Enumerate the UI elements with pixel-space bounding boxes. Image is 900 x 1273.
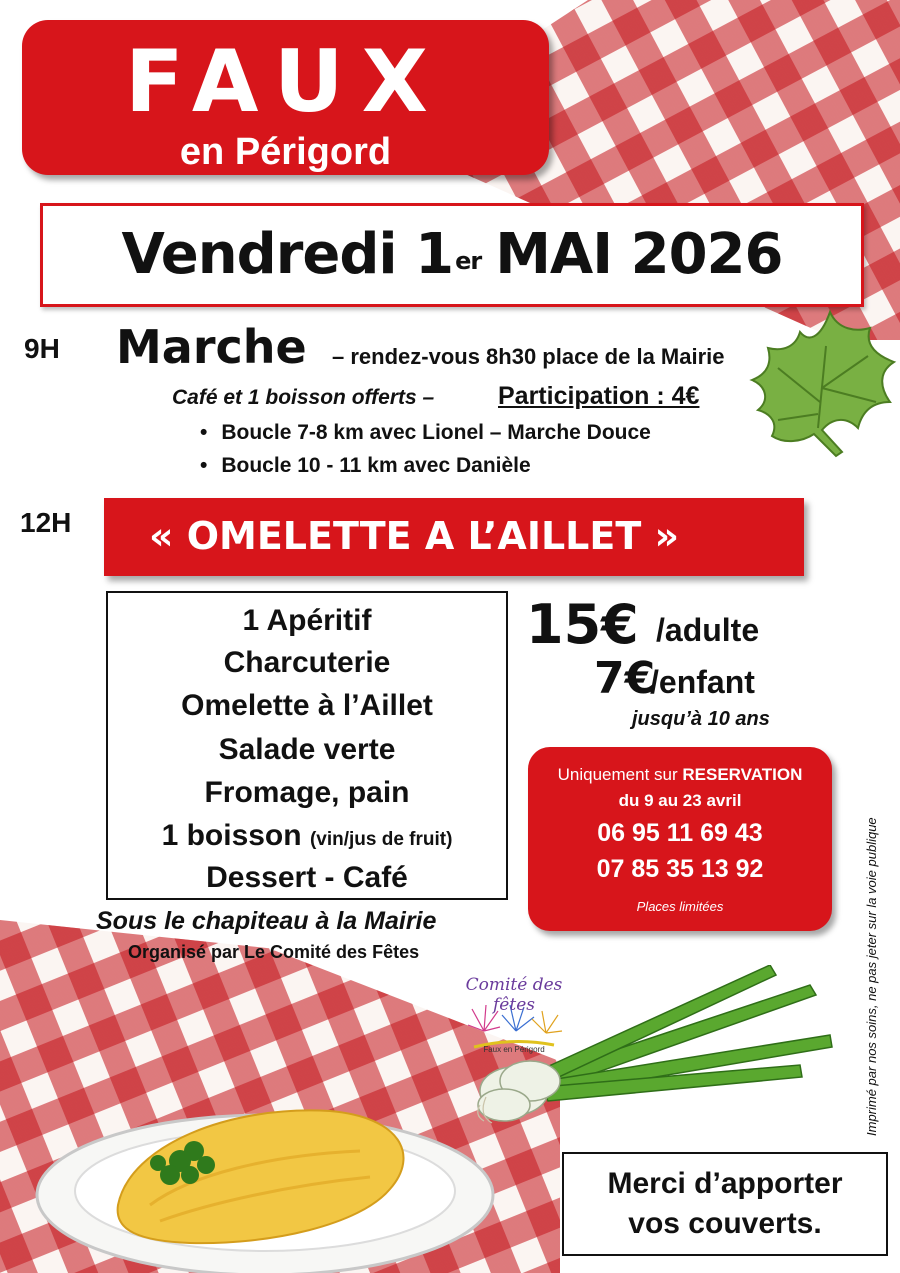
title-main: FAUX — [125, 32, 446, 132]
reservation-phone: 06 95 11 69 43 — [597, 819, 763, 847]
spring-onions-image — [470, 965, 850, 1125]
marche-offer: Café et 1 boisson offerts – — [172, 386, 435, 409]
reservation-line: Uniquement sur RESERVATION — [557, 765, 803, 784]
marche-rendezvous: – rendez-vous 8h30 place de la Mairie — [332, 344, 725, 369]
menu-item-drink: 1 boisson (vin/jus de fruit) — [161, 819, 453, 852]
repas-time: 12H — [20, 507, 72, 538]
price-child: 7€ — [594, 653, 656, 704]
venue-text: Sous le chapiteau à la Mairie — [96, 907, 437, 935]
omelette-banner-text: « OMELETTE A L’AILLET » — [148, 514, 680, 558]
omelette-banner — [104, 498, 804, 576]
cutlery-notice-box — [562, 1152, 888, 1256]
printed-notice — [860, 760, 886, 1140]
reservation-phone: 07 85 35 13 92 — [596, 855, 764, 883]
logo-subtitle: Faux en Périgord — [483, 1045, 545, 1054]
menu-item: Omelette à l’Aillet — [181, 689, 433, 722]
price-child-unit: /enfant — [650, 664, 755, 700]
reservation-box — [528, 747, 832, 931]
loop-item: • Boucle 7-8 km avec Lionel – Marche Douce — [200, 421, 651, 445]
menu-item: Dessert - Café — [206, 861, 408, 894]
reservation-note: Places limitées — [636, 899, 724, 914]
vine-leaf-icon — [738, 306, 898, 458]
price-adult-unit: /adulte — [656, 612, 760, 648]
menu-item: 1 Apéritif — [242, 604, 372, 637]
cutlery-notice-line: Merci d’apporter — [607, 1167, 843, 1200]
menu-item: Charcuterie — [223, 646, 391, 679]
marche-participation: Participation : 4€ — [498, 382, 700, 410]
menu-item: Fromage, pain — [204, 776, 410, 809]
reservation-dates: du 9 au 23 avril — [618, 791, 742, 810]
menu-box — [106, 591, 508, 900]
logo-title: Comité des fêtes — [465, 975, 563, 1015]
marche-time: 9H — [24, 333, 60, 364]
loop-item: • Boucle 10 - 11 km avec Danièle — [200, 454, 531, 478]
printed-notice-text: Imprimé par nos soins, ne pas jeter sur la voie publique — [864, 817, 879, 1136]
price-adult: 15€ — [526, 593, 639, 656]
menu-drink-note: (vin/jus de fruit) — [309, 829, 453, 850]
marche-title: Marche — [116, 320, 307, 374]
menu-item: Salade verte — [218, 733, 396, 766]
price-child-age: jusqu’à 10 ans — [632, 708, 770, 730]
event-date: Vendredi 1er MAI 2026 — [121, 222, 783, 287]
title-banner — [22, 20, 549, 175]
cutlery-notice-line: vos couverts. — [628, 1207, 822, 1240]
organizer-text: Organisé par Le Comité des Fêtes — [128, 942, 420, 962]
date-box — [40, 203, 864, 307]
omelette-plate-image — [30, 1085, 500, 1273]
title-sub: en Périgord — [179, 131, 392, 173]
